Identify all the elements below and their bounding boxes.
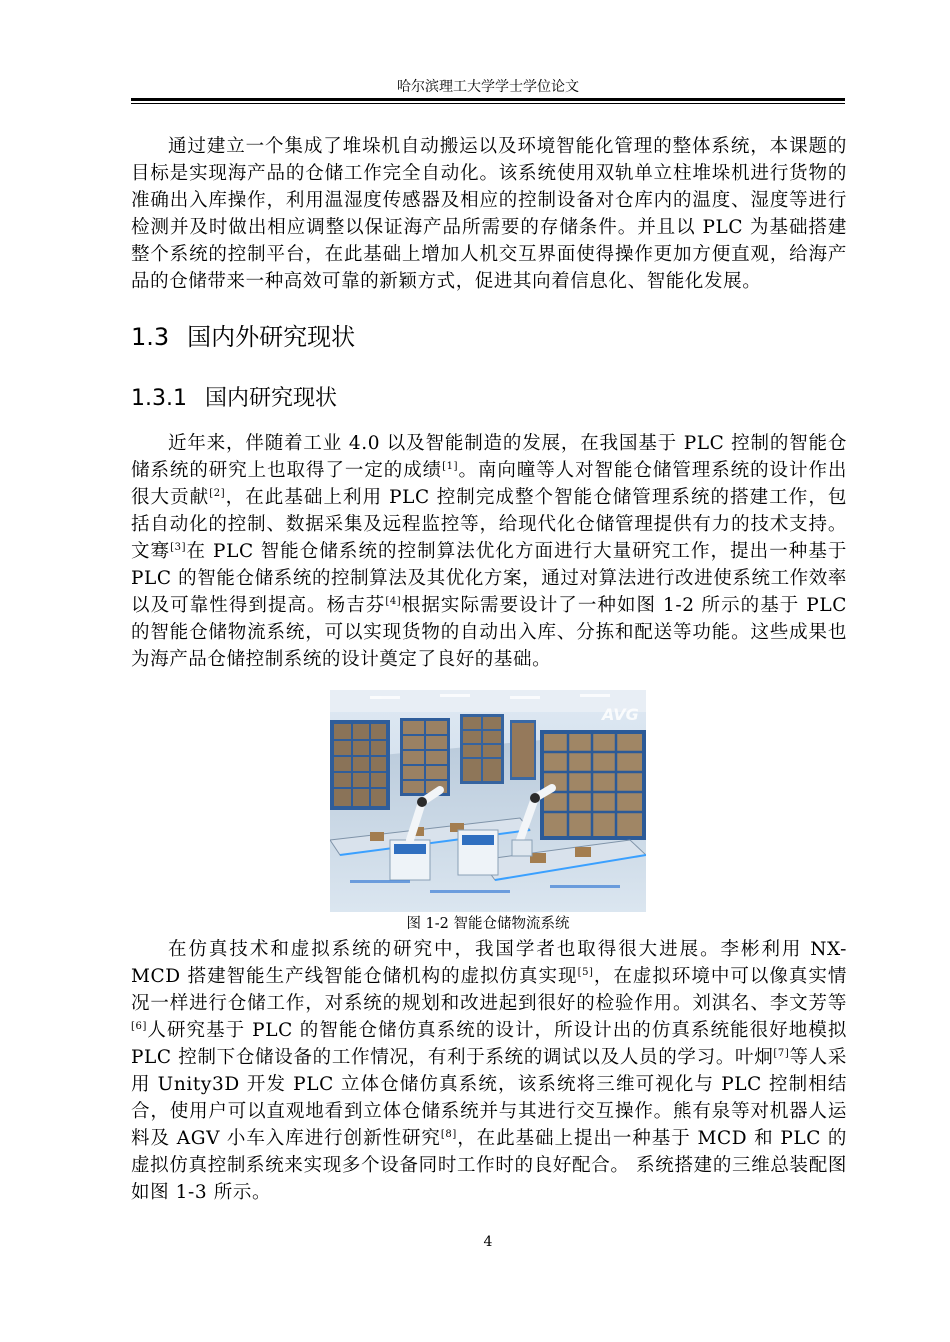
text-run: ，在虚拟环境中可以像真实情况一样进行仓储工作，对系统的规划和改进起到很好的检验作用。刘淇名、李文芳等 (131, 966, 847, 1014)
citation-4: [4] (385, 595, 402, 607)
header-rule-thin (131, 103, 845, 104)
page-number: 4 (483, 1234, 493, 1250)
text-run: 近年来，伴随着工业 4.0 以及智能制造的发展，在我国基于 PLC 控制的智能仓储系统的研究上也取得了一定的成绩 (131, 433, 847, 481)
text-run: 。南向曈等人对智能仓储管理系统的设计作出很大贡献 (131, 460, 847, 508)
subsection-heading-1-3-1 (131, 384, 337, 414)
citation-5: [5] (577, 966, 594, 978)
figure-smart-warehouse-image (330, 690, 646, 912)
figure-caption: 图 1-2 智能仓储物流系统 (406, 916, 570, 932)
citation-8: [8] (440, 1128, 457, 1140)
section-number: 1.3 (131, 323, 170, 351)
citation-7: [7] (773, 1047, 790, 1059)
text-run: ，在此基础上利用 PLC 控制完成整个智能仓储管理系统的搭建工作，包括自动化的控制、数据采集及远程监控等，给现代化仓储管理提供有力的技术支持。文骞 (131, 487, 847, 562)
citation-3: [3] (170, 541, 187, 553)
paragraph-simulation-research (131, 936, 847, 1206)
citation-2: [2] (209, 487, 226, 499)
header-rule-thick (131, 98, 845, 101)
citation-1: [1] (442, 460, 459, 472)
text-run: 等人采用 Unity3D 开发 PLC 立体仓储仿真系统，该系统将三维可视化与 PLC 控制相结合，使用户可以直观地看到立体仓储系统并与其进行交互操作。熊有泉等对机器人运料及 AGV 小车入库进行创新性研究 (131, 1047, 847, 1149)
warehouse-illustration (330, 690, 646, 912)
avg-logo-text: AVG (602, 705, 639, 724)
citation-6: [6] (131, 1020, 147, 1032)
text-run: 在 PLC 智能仓储系统的控制算法优化方面进行大量研究工作，提出一种基于 PLC 的智能仓储系统的控制算法及其优化方案，通过对算法进行改进使系统工作效率以及可靠性得到提高。杨吉芬 (131, 541, 847, 616)
text-run: 根据实际需要设计了一种如图 1-2 所示的基于 PLC 的智能仓储物流系统，可以实现货物的自动出入库、分拣和配送等功能。这些成果也为海产品仓储控制系统的设计奠定了良好的基础。 (131, 595, 847, 670)
text-run: 人研究基于 PLC 的智能仓储仿真系统的设计，所设计出的仿真系统能很好地模拟 PLC 控制下仓储设备的工作情况，有利于系统的调试以及人员的学习。叶炯 (131, 1020, 847, 1068)
page-header: 哈尔滨理工大学学士学位论文 (397, 79, 579, 95)
text-run: 在仿真技术和虚拟系统的研究中，我国学者也取得很大进展。李彬利用 NX-MCD 搭建智能生产线智能仓储机构的虚拟仿真实现 (131, 939, 847, 987)
paragraph-intro: 通过建立一个集成了堆垛机自动搬运以及环境智能化管理的整体系统，本课题的目标是实现海产品的仓储工作完全自动化。该系统使用双轨单立柱堆垛机进行货物的准确出入库操作，利用温湿度传感器及相应的控制设备对仓库内的温度、湿度等进行检测并及时做出相应调整以保证海产品所需要的存储条件。并且以 PLC 为基础搭建整个系统的控制平台，在此基础上增加人机交互界面使得操作更加方便直观，给海产品的仓储带来一种高效可靠的新颖方式，促进其向着信息化、智能化发展。 (131, 136, 847, 292)
section-title: 国内外研究现状 (187, 323, 356, 351)
subsection-title: 国内研究现状 (204, 386, 337, 411)
subsection-number: 1.3.1 (131, 386, 187, 411)
text-run: ，在此基础上提出一种基于 MCD 和 PLC 的虚拟仿真控制系统来实现多个设备同时工作时的良好配合。 系统搭建的三维总装配图如图 1-3 所示。 (131, 1128, 847, 1203)
section-heading-1-3 (131, 321, 355, 353)
paragraph-domestic-research (131, 430, 847, 673)
